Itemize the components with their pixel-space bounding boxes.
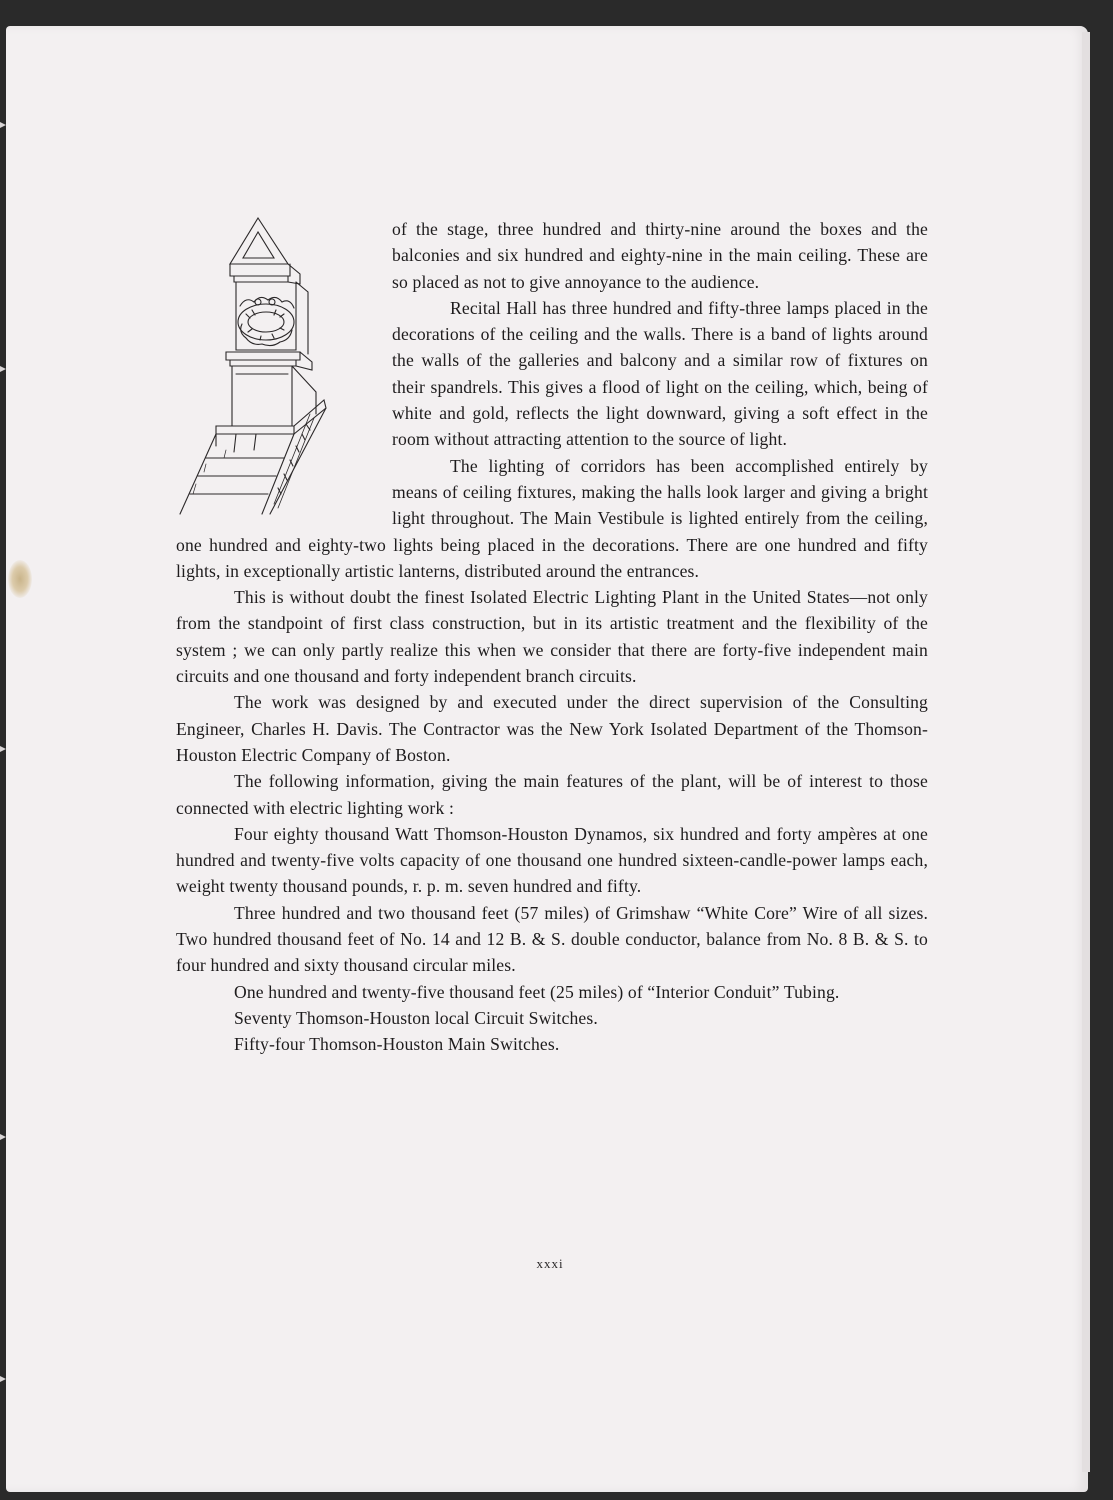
page-number: xxxi [536, 1256, 564, 1271]
paragraph: The lighting of corridors has been accomplished entirely by means of ceiling fixtures, making the halls look larger and giving a bright light throughout. The Main Vestibule is lighted entirely from the ceiling, one hundred and eighty-two lights being placed in the decorations. There are one hundred and fifty lights, in exceptionally artistic lanterns, distributed around the entrances. [176, 455, 928, 581]
paragraph: Recital Hall has three hundred and fifty-three lamps placed in the decorations of the ceiling and the walls. There is a band of lights around the walls of the galleries and balcony and a similar row of fixtures on their spandrels. This gives a flood of light on the ceiling, which, being of white and gold, reflects the light downward, giving a soft effect in the room without attracting attention to the source of light. [392, 297, 928, 450]
paragraph: The work was designed by and executed under the direct supervision of the Consulting Engineer, Charles H. Davis. The Contractor was the New York Isolated Department of the Thomson-Houston Electric Company of Boston. [176, 692, 928, 765]
paragraph: The following information, giving the main features of the plant, will be of interest to those connected with electric lighting work : [176, 771, 928, 818]
body-text [176, 216, 928, 1058]
binding-mark [0, 1134, 6, 1140]
list-item: Fifty-four Thomson-Houston Main Switches. [234, 1034, 560, 1055]
list-item: Seventy Thomson-Houston local Circuit Switches. [234, 1007, 598, 1028]
binding-mark [0, 122, 6, 128]
paragraph: Three hundred and two thousand feet (57 miles) of Grimshaw “White Core” Wire of all sizes. Two hundred thousand feet of No. 14 and 12 B. & S. double conductor, balance from No. 8 B. & S. to four hundred and sixty thousand circular miles. [176, 902, 928, 976]
paper-stain [8, 560, 32, 598]
paragraph: Four eighty thousand Watt Thomson-Houston Dynamos, six hundred and forty ampères at one hundred and twenty-five volts capacity of one thousand one hundred sixteen-candle-power lamps each, weight twenty thousand pounds, r. p. m. seven hundred and fifty. [176, 823, 928, 897]
illustration-space [176, 216, 392, 528]
paragraph: of the stage, three hundred and thirty-nine around the boxes and the balconies and six hundred and eighty-nine in the main ceiling. These are so placed as not to give annoyance to the audience. [392, 219, 928, 292]
binding-mark [0, 746, 6, 752]
binding-mark [0, 366, 6, 372]
binding-mark [0, 1376, 6, 1382]
paragraph: One hundred and twenty-five thousand feet (25 miles) of “Interior Conduit” Tubing. [234, 981, 840, 1002]
paragraph: This is without doubt the finest Isolated Electric Lighting Plant in the United States—not only from the standpoint of first class construction, but in its artistic treatment and the flexibility of the system ; we can only partly realize this when we consider that there are forty-five independent main circuits and one thousand and forty independent branch circuits. [176, 587, 928, 687]
